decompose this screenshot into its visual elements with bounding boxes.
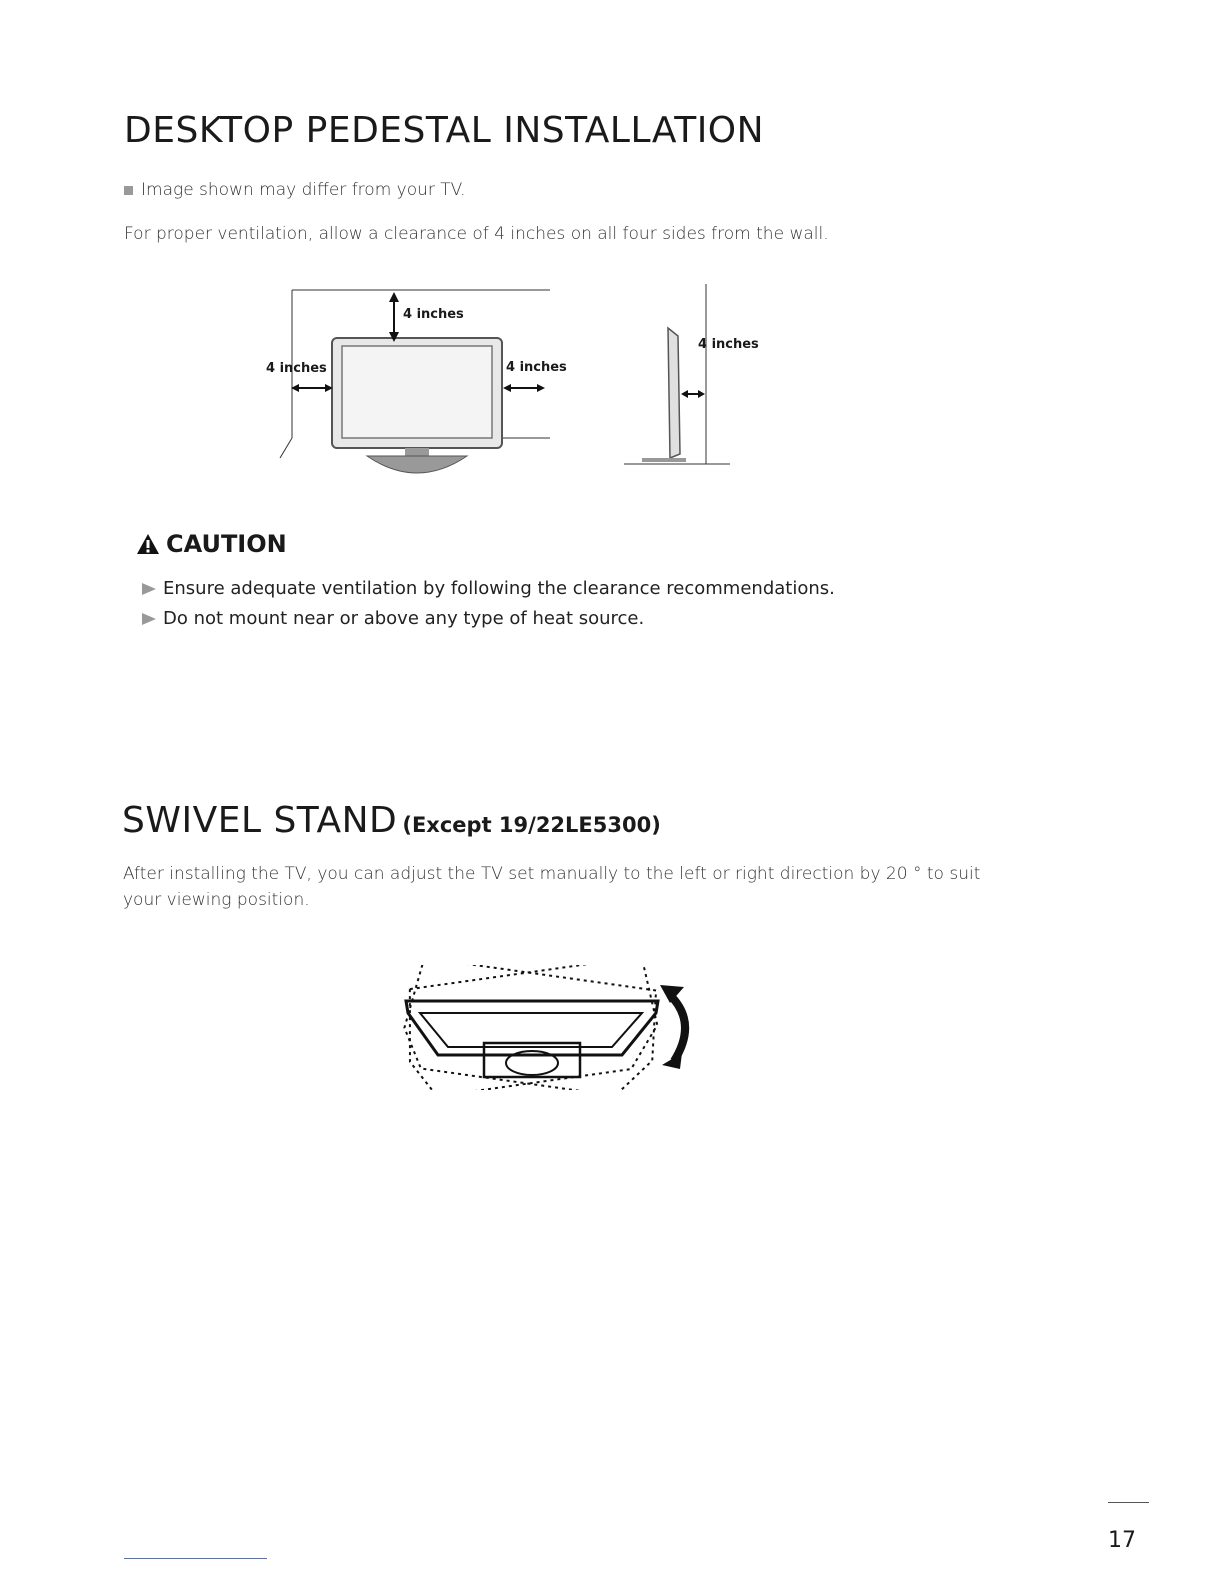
- right-clearance-arrow: [503, 384, 545, 392]
- caution-item: [142, 578, 835, 599]
- triangle-bullet-icon: [142, 613, 156, 625]
- side-clearance-diagram: [620, 282, 735, 472]
- warning-triangle-icon: [136, 533, 160, 555]
- left-clearance-arrow: [291, 384, 333, 392]
- swivel-subtitle: (Except 19/22LE5300): [402, 813, 661, 837]
- label-side-clearance: 4 inches: [698, 337, 759, 352]
- section-title-desktop-pedestal: DESKTOP PEDESTAL INSTALLATION: [124, 110, 765, 151]
- label-right-clearance: 4 inches: [506, 360, 567, 375]
- caution-heading: [136, 530, 287, 558]
- note-line: [124, 180, 466, 200]
- label-left-clearance: 4 inches: [266, 361, 327, 376]
- side-clearance-arrow: [681, 390, 705, 398]
- caution-item: [142, 608, 644, 629]
- square-bullet-icon: [124, 186, 133, 195]
- page-number: 17: [1108, 1528, 1136, 1553]
- swivel-text-line-1: After installing the TV, you can adjust the TV set manually to the left or right direction by 20 ° to suit: [123, 864, 981, 884]
- swivel-diagram: [398, 965, 703, 1090]
- triangle-bullet-icon: [142, 583, 156, 595]
- caution-item-text: Ensure adequate ventilation by following the clearance recommendations.: [163, 578, 835, 599]
- top-clearance-arrow: [389, 292, 399, 342]
- page-rule: [1108, 1502, 1149, 1503]
- rotation-arrow-icon: [660, 985, 685, 1069]
- footer-line: [124, 1558, 267, 1559]
- section-title-swivel-stand: [122, 800, 661, 841]
- swivel-title: SWIVEL STAND: [122, 800, 398, 841]
- caution-item-text: Do not mount near or above any type of heat source.: [163, 608, 645, 629]
- label-top-clearance: 4 inches: [403, 307, 464, 322]
- swivel-text-line-2: your viewing position.: [123, 890, 310, 910]
- swivel-text: [123, 861, 1063, 913]
- caution-title: CAUTION: [166, 530, 287, 558]
- ventilation-text: For proper ventilation, allow a clearance of 4 inches on all four sides from the wall.: [124, 224, 829, 244]
- note-text: Image shown may differ from your TV.: [141, 180, 466, 200]
